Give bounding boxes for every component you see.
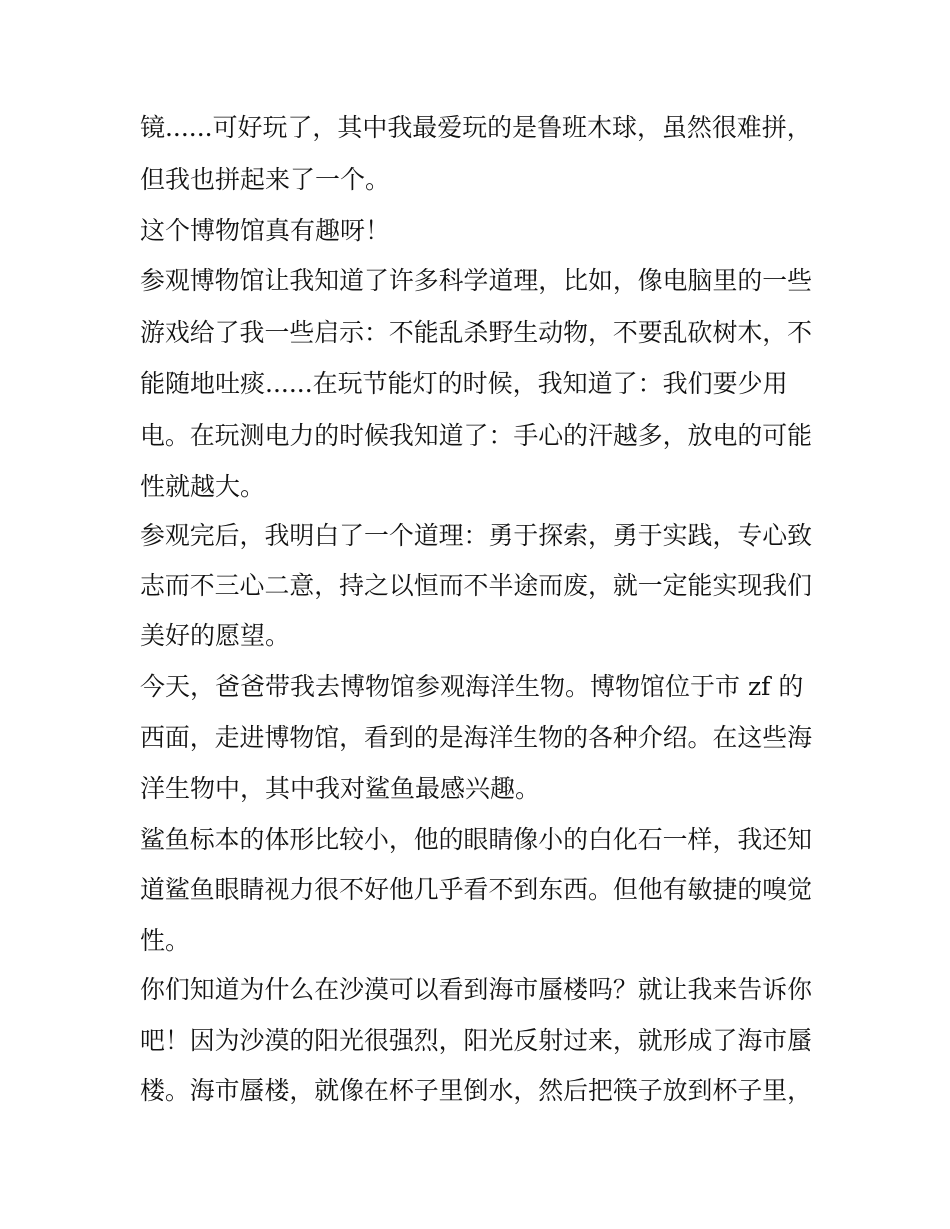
text-line: 电。在玩测电力的时候我知道了：手心的汗越多，放电的可能 xyxy=(140,421,813,450)
text-line: 今天，爸爸带我去博物馆参观海洋生物。博物馆位于市 zf 的 xyxy=(140,672,804,701)
text-line: 能随地吐痰......在玩节能灯的时候，我知道了：我们要少用 xyxy=(140,369,788,398)
text-line: 但我也拼起来了一个。 xyxy=(140,165,391,194)
text-line: 鲨鱼标本的体形比较小，他的眼睛像小的白化石一样，我还知 xyxy=(140,825,813,854)
text-line: 镜......可好玩了，其中我最爱玩的是鲁班木球，虽然很难拼， xyxy=(140,113,812,142)
text-line: 道鲨鱼眼睛视力很不好他几乎看不到东西。但他有敏捷的嗅觉 xyxy=(140,875,813,904)
text-line: 吧！因为沙漠的阳光很强烈，阳光反射过来，就形成了海市蜃 xyxy=(140,1026,813,1055)
text-line: 美好的愿望。 xyxy=(140,621,291,650)
text-line: 志而不三心二意，持之以恒而不半途而废，就一定能实现我们 xyxy=(140,571,813,600)
text-line: 参观完后，我明白了一个道理：勇于探索，勇于实践，专心致 xyxy=(140,521,813,550)
text-line: 你们知道为什么在沙漠可以看到海市蜃楼吗？就让我来告诉你 xyxy=(140,975,813,1004)
text-line: 性就越大。 xyxy=(140,472,266,501)
text-line: 洋生物中，其中我对鲨鱼最感兴趣。 xyxy=(140,774,541,803)
text-line: 性。 xyxy=(140,926,191,955)
text-line: 楼。海市蜃楼，就像在杯子里倒水，然后把筷子放到杯子里， xyxy=(140,1076,813,1105)
text-line: 西面，走进博物馆，看到的是海洋生物的各种介绍。在这些海 xyxy=(140,723,813,752)
text-line: 游戏给了我一些启示：不能乱杀野生动物，不要乱砍树木，不 xyxy=(140,318,813,347)
text-line: 这个博物馆真有趣呀！ xyxy=(140,216,391,245)
text-line: 参观博物馆让我知道了许多科学道理，比如，像电脑里的一些 xyxy=(140,266,813,295)
